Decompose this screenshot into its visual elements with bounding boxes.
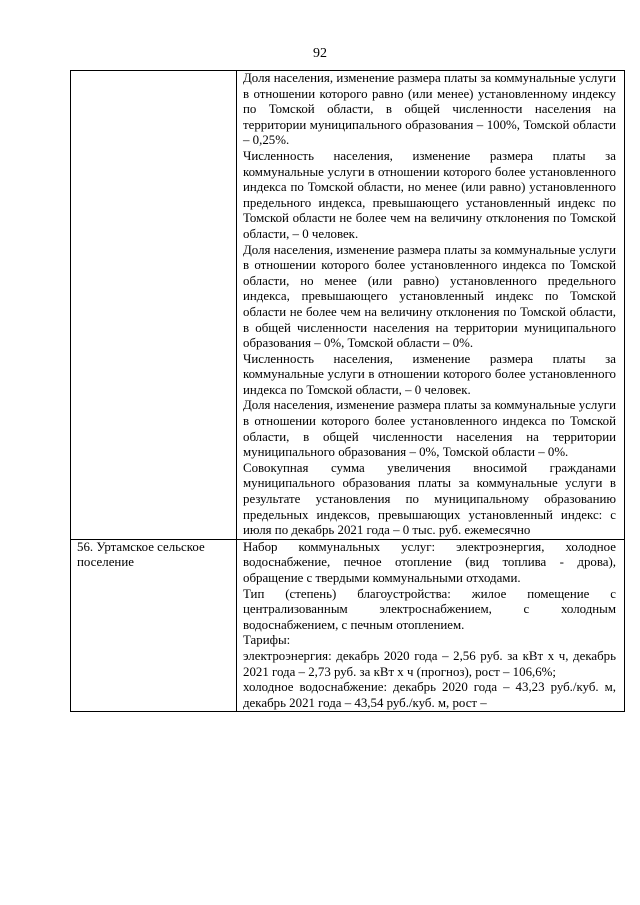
document-table [70, 70, 625, 712]
page-number: 92 [313, 46, 327, 61]
paragraph: Набор коммунальных услуг: электроэнергия, холодное водоснабжение, печное отопление (вид топлива - дрова), обращение с твердыми коммунальными отходами. [243, 539, 616, 585]
paragraph: Доля населения, изменение размера платы за коммунальные услуги в отношении которого более установленного индекса по Томской области, в общей численности населения на территории муниципального образования – 0%, Томской области – 0%. [243, 398, 616, 460]
paragraph: холодное водоснабжение: декабрь 2020 года – 43,23 руб./куб. м, декабрь 2021 года – 43,54 руб./куб. м, рост – [243, 680, 616, 710]
paragraph: Тарифы: [243, 633, 291, 648]
paragraph: Численность населения, изменение размера платы за коммунальные услуги в отношении которого более установленного индекса по Томской области, но менее (или равно) установленного предельного индекса, превышающего установленный индекс по Томской области не более чем на величину отклонения по Томской области, – 0 человек. [243, 148, 616, 241]
paragraph: электроэнергия: декабрь 2020 года – 2,56 руб. за кВт х ч, декабрь 2021 года – 2,73 руб. за кВт х ч (прогноз), рост – 106,6%; [243, 648, 616, 679]
table-row [71, 539, 625, 712]
row-content-cell [237, 71, 625, 540]
row-label-cell [71, 71, 237, 540]
paragraph: Тип (степень) благоустройства: жилое помещение с централизованным электроснабжением, с холодным водоснабжением, с печным отоплением. [243, 586, 616, 632]
paragraph: Численность населения, изменение размера платы за коммунальные услуги в отношении которого более установленного индекса по Томской области, – 0 человек. [243, 351, 616, 397]
paragraph: Доля населения, изменение размера платы за коммунальные услуги в отношении которого более установленного индекса по Томской области, но менее (или равно) установленного предельного индекса, превышающего установленный индекс по Томской области не более чем на величину отклонения по Томской области, в общей численности населения на территории муниципального образования – 0%, Томской области – 0%. [243, 242, 616, 351]
row-content-cell [237, 539, 625, 712]
paragraph: Совокупная сумма увеличения вносимой гражданами муниципального образования платы за коммунальные услуги в результате установления по муниципальному образованию предельных индексов, превышающих установленный индекс: с июля по декабрь 2021 года – 0 тыс. руб. ежемесячно [243, 460, 616, 538]
paragraph: Доля населения, изменение размера платы за коммунальные услуги в отношении которого равно (или менее) установленному индексу по Томской области, в общей численности населения на территории муниципального образования – 100%, Томской области – 0,25%. [243, 71, 616, 148]
table-row [71, 71, 625, 540]
row-label-cell: 56. Уртамское сельское поселение [71, 539, 237, 712]
